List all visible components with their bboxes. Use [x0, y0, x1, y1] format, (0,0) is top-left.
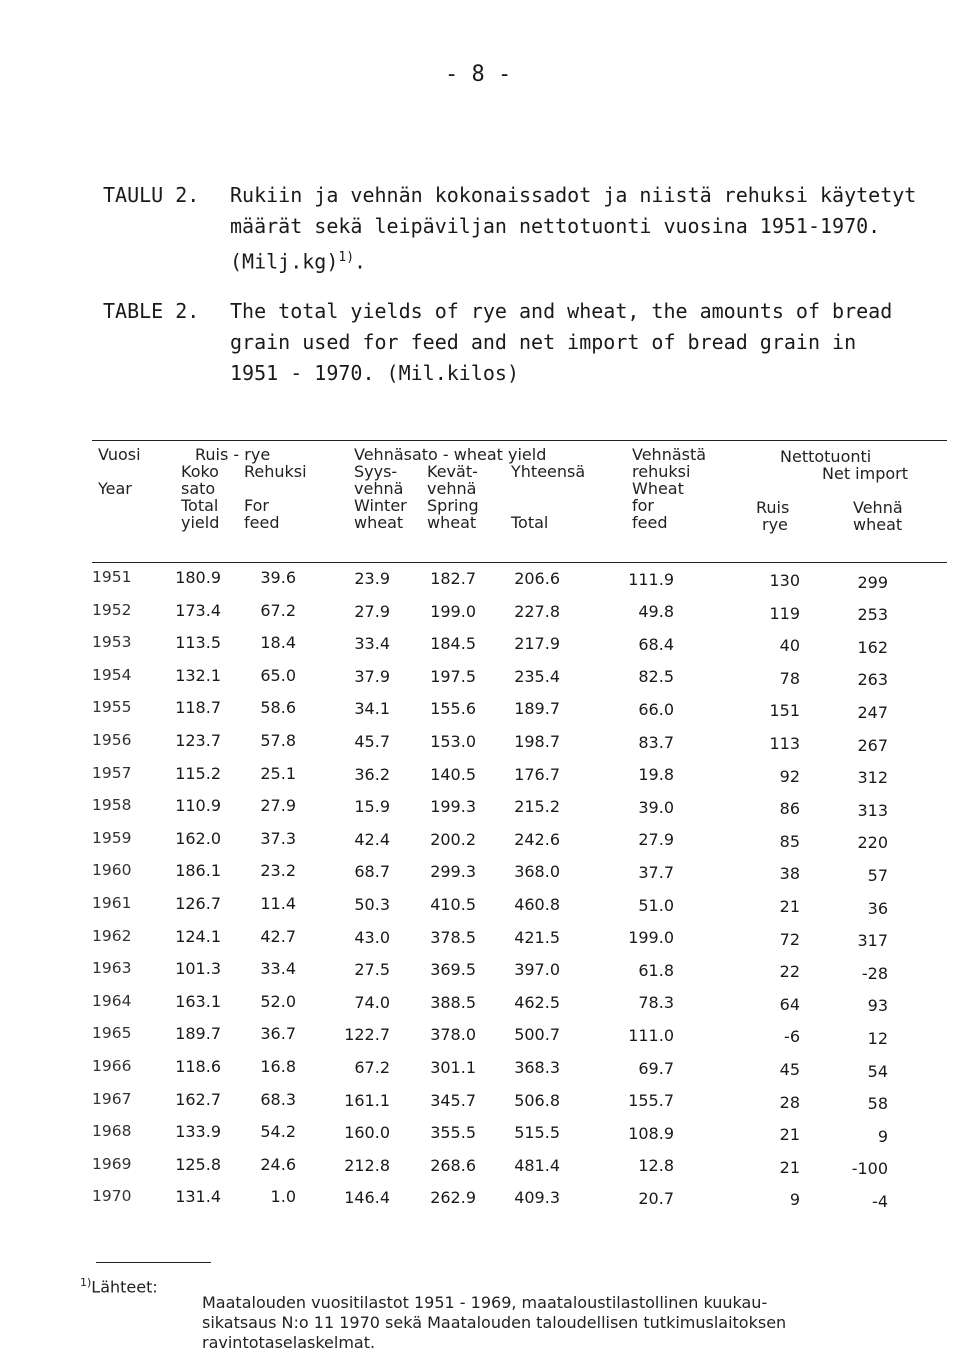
- winter-wheat-cell: 146.4: [344, 1188, 390, 1208]
- rye-feed-cell: 11.4: [260, 894, 296, 913]
- year-cell: 1955: [92, 698, 132, 717]
- import-wheat-cell: 313: [857, 800, 888, 820]
- wheat-total-cell: 462.5: [514, 992, 560, 1012]
- import-wheat-cell: -4: [872, 1191, 888, 1211]
- import-wheat-cell: 57: [867, 865, 888, 885]
- header-year: Vuosi Year: [98, 445, 141, 498]
- import-rye-cell: -6: [784, 1027, 800, 1047]
- year-cell: 1956: [92, 731, 132, 749]
- spring-wheat-cell: 197.5: [430, 666, 476, 686]
- import-rye-cell: 21: [779, 897, 800, 916]
- wheat-feed-cell: 69.7: [638, 1058, 674, 1078]
- rye-feed-cell: 68.3: [260, 1089, 296, 1109]
- rye-total-cell: 124.1: [175, 926, 221, 946]
- header-import-rye: Ruis rye: [756, 498, 790, 534]
- wheat-total-cell: 481.4: [514, 1155, 560, 1175]
- import-wheat-cell: 317: [857, 931, 888, 951]
- import-rye-cell: 9: [789, 1190, 800, 1210]
- rye-total-cell: 163.1: [175, 991, 221, 1011]
- spring-wheat-cell: 378.5: [430, 927, 476, 947]
- rye-feed-cell: 24.6: [260, 1154, 296, 1174]
- winter-wheat-cell: 43.0: [354, 927, 390, 947]
- import-wheat-cell: 93: [867, 996, 888, 1016]
- rye-total-cell: 123.7: [175, 731, 221, 750]
- header-winter-wheat: Syys- vehnä Winter wheat: [354, 462, 407, 532]
- header-rye-group: Ruis - rye: [195, 445, 271, 464]
- caption-en-line1: The total yields of rye and wheat, the amounts of bread: [230, 299, 893, 323]
- import-rye-cell: 22: [779, 962, 800, 982]
- spring-wheat-cell: 388.5: [430, 992, 476, 1012]
- import-wheat-cell: 162: [857, 637, 888, 657]
- footnote-line1: Maatalouden vuositilastot 1951 - 1969, maataloustilastollinen kuukau-: [202, 1293, 768, 1312]
- wheat-total-cell: 242.6: [514, 829, 560, 849]
- year-cell: 1957: [92, 763, 132, 782]
- wheat-feed-cell: 51.0: [638, 895, 674, 915]
- wheat-feed-cell: 83.7: [638, 732, 674, 752]
- winter-wheat-cell: 34.1: [354, 699, 390, 719]
- winter-wheat-cell: 122.7: [344, 1025, 390, 1045]
- rye-feed-cell: 33.4: [260, 959, 296, 979]
- winter-wheat-cell: 212.8: [344, 1155, 390, 1175]
- winter-wheat-cell: 74.0: [354, 992, 390, 1012]
- import-wheat-cell: 12: [867, 1028, 888, 1048]
- import-rye-cell: 28: [779, 1092, 800, 1112]
- rye-feed-cell: 54.2: [260, 1122, 296, 1142]
- footnote-rule: [96, 1262, 211, 1263]
- wheat-total-cell: 368.0: [514, 862, 560, 882]
- import-rye-cell: 86: [779, 799, 800, 819]
- import-wheat-cell: 312: [857, 768, 888, 788]
- rye-feed-cell: 58.6: [260, 698, 296, 718]
- winter-wheat-cell: 36.2: [354, 764, 390, 784]
- header-wheat-group: Vehnäsato - wheat yield: [354, 445, 547, 464]
- wheat-feed-cell: 39.0: [638, 797, 674, 817]
- rye-feed-cell: 25.1: [260, 763, 296, 783]
- import-rye-cell: 85: [779, 831, 800, 851]
- spring-wheat-cell: 153.0: [430, 732, 476, 751]
- wheat-total-cell: 217.9: [514, 634, 560, 654]
- year-cell: 1961: [92, 894, 132, 912]
- wheat-feed-cell: 82.5: [638, 667, 674, 687]
- spring-wheat-cell: 299.3: [430, 862, 476, 882]
- year-cell: 1959: [92, 828, 132, 847]
- rye-total-cell: 173.4: [175, 600, 221, 620]
- rye-feed-cell: 37.3: [260, 828, 296, 848]
- table-label-fi: TAULU 2.: [103, 183, 200, 207]
- year-cell: 1965: [92, 1024, 132, 1043]
- import-rye-cell: 119: [769, 603, 800, 623]
- year-cell: 1966: [92, 1057, 132, 1075]
- rye-total-cell: 115.2: [175, 763, 221, 783]
- winter-wheat-cell: 15.9: [354, 797, 390, 817]
- wheat-feed-cell: 19.8: [638, 765, 674, 785]
- rye-feed-cell: 36.7: [260, 1024, 296, 1044]
- footnote-label: $^{1)}$Lähteet:: [80, 1276, 158, 1297]
- spring-wheat-cell: 410.5: [430, 895, 476, 914]
- wheat-feed-cell: 78.3: [638, 993, 674, 1013]
- rye-total-cell: 126.7: [175, 894, 221, 913]
- wheat-feed-cell: 108.9: [628, 1123, 674, 1143]
- winter-wheat-cell: 68.7: [354, 862, 390, 882]
- table-label-en: TABLE 2.: [103, 299, 200, 323]
- year-cell: 1954: [92, 665, 132, 684]
- wheat-total-cell: 235.4: [514, 666, 560, 686]
- spring-wheat-cell: 182.7: [430, 569, 476, 588]
- year-cell: 1960: [92, 861, 132, 880]
- import-rye-cell: 21: [779, 1157, 800, 1177]
- import-rye-cell: 21: [779, 1125, 800, 1145]
- import-wheat-cell: 9: [877, 1126, 888, 1146]
- spring-wheat-cell: 199.0: [430, 601, 476, 621]
- year-cell: 1951: [92, 568, 132, 586]
- rye-total-cell: 118.6: [175, 1057, 221, 1076]
- import-rye-cell: 38: [779, 864, 800, 884]
- wheat-feed-cell: 68.4: [638, 634, 674, 654]
- rye-total-cell: 113.5: [175, 633, 221, 653]
- winter-wheat-cell: 160.0: [344, 1123, 390, 1143]
- rye-total-cell: 162.0: [175, 828, 221, 848]
- header-net-import: Nettotuonti Net import: [780, 447, 908, 483]
- winter-wheat-cell: 33.4: [354, 634, 390, 654]
- caption-fi-line2: määrät sekä leipäviljan nettotuonti vuosina 1951-1970.: [230, 214, 881, 238]
- spring-wheat-cell: 200.2: [430, 829, 476, 849]
- year-cell: 1952: [92, 600, 132, 619]
- rye-total-cell: 132.1: [175, 665, 221, 685]
- winter-wheat-cell: 67.2: [354, 1058, 390, 1077]
- year-cell: 1958: [92, 796, 132, 815]
- footnote-line2: sikatsaus N:o 11 1970 sekä Maatalouden taloudellisen tutkimuslaitoksen: [202, 1313, 787, 1332]
- wheat-feed-cell: 66.0: [638, 699, 674, 719]
- winter-wheat-cell: 27.5: [354, 960, 390, 980]
- header-spring-wheat: Kevät- vehnä Spring wheat: [427, 462, 479, 532]
- rye-total-cell: 125.8: [175, 1154, 221, 1174]
- import-wheat-cell: 54: [867, 1061, 888, 1081]
- wheat-total-cell: 506.8: [514, 1090, 560, 1110]
- winter-wheat-cell: 45.7: [354, 732, 390, 751]
- rye-feed-cell: 67.2: [260, 600, 296, 620]
- header-wheat-total: Yhteensä Total: [511, 462, 586, 532]
- spring-wheat-cell: 369.5: [430, 960, 476, 980]
- import-wheat-cell: 36: [867, 898, 888, 918]
- wheat-total-cell: 500.7: [514, 1025, 560, 1045]
- import-wheat-cell: 247: [857, 702, 888, 722]
- footnote-line3: ravintotaselaskelmat.: [202, 1333, 376, 1352]
- wheat-total-cell: 409.3: [514, 1188, 560, 1208]
- header-rye-total: Koko sato Total yield: [181, 462, 220, 532]
- rye-total-cell: 118.7: [175, 698, 221, 718]
- spring-wheat-cell: 268.6: [430, 1155, 476, 1175]
- wheat-total-cell: 515.5: [514, 1123, 560, 1143]
- wheat-total-cell: 215.2: [514, 797, 560, 817]
- table-header-rule: [92, 562, 947, 563]
- winter-wheat-cell: 23.9: [354, 569, 390, 588]
- spring-wheat-cell: 345.7: [430, 1090, 476, 1110]
- wheat-total-cell: 206.6: [514, 569, 560, 588]
- caption-en-line2: grain used for feed and net import of bread grain in: [230, 330, 857, 354]
- spring-wheat-cell: 184.5: [430, 634, 476, 654]
- import-wheat-cell: -100: [851, 1159, 888, 1179]
- rye-total-cell: 186.1: [175, 861, 221, 881]
- winter-wheat-cell: 37.9: [354, 666, 390, 686]
- import-wheat-cell: 263: [857, 670, 888, 690]
- wheat-feed-cell: 27.9: [638, 830, 674, 850]
- import-rye-cell: 78: [779, 668, 800, 688]
- wheat-feed-cell: 12.8: [638, 1156, 674, 1176]
- import-wheat-cell: 299: [857, 572, 888, 592]
- rye-total-cell: 110.9: [175, 796, 221, 816]
- import-wheat-cell: 58: [867, 1094, 888, 1114]
- wheat-total-cell: 421.5: [514, 927, 560, 947]
- rye-feed-cell: 23.2: [260, 861, 296, 881]
- import-rye-cell: 151: [769, 701, 800, 721]
- year-cell: 1968: [92, 1122, 132, 1141]
- wheat-feed-cell: 199.0: [628, 928, 674, 948]
- rye-feed-cell: 57.8: [260, 731, 296, 750]
- import-rye-cell: 40: [779, 636, 800, 656]
- rye-feed-cell: 65.0: [260, 665, 296, 685]
- wheat-total-cell: 176.7: [514, 764, 560, 784]
- rye-total-cell: 133.9: [175, 1122, 221, 1142]
- import-rye-cell: 113: [769, 734, 800, 753]
- caption-en-line3: 1951 - 1970. (Mil.kilos): [230, 361, 519, 385]
- spring-wheat-cell: 155.6: [430, 699, 476, 719]
- year-cell: 1953: [92, 633, 132, 652]
- rye-feed-cell: 39.6: [260, 568, 296, 587]
- wheat-total-cell: 189.7: [514, 699, 560, 719]
- rye-feed-cell: 42.7: [260, 926, 296, 946]
- year-cell: 1964: [92, 991, 132, 1010]
- import-rye-cell: 45: [779, 1060, 800, 1079]
- rye-feed-cell: 16.8: [260, 1057, 296, 1076]
- wheat-total-cell: 397.0: [514, 960, 560, 980]
- wheat-total-cell: 198.7: [514, 732, 560, 751]
- rye-total-cell: 131.4: [175, 1187, 221, 1207]
- winter-wheat-cell: 50.3: [354, 895, 390, 914]
- wheat-feed-cell: 61.8: [638, 960, 674, 980]
- spring-wheat-cell: 355.5: [430, 1123, 476, 1143]
- import-rye-cell: 72: [779, 929, 800, 949]
- caption-fi-line3: (Milj.kg)$^{1)}$.: [230, 249, 367, 274]
- year-cell: 1963: [92, 959, 132, 978]
- wheat-total-cell: 368.3: [514, 1058, 560, 1077]
- import-wheat-cell: 267: [857, 735, 888, 755]
- import-wheat-cell: 253: [857, 605, 888, 625]
- page-number: - 8 -: [445, 62, 512, 87]
- header-rye-feed: Rehuksi For feed: [244, 462, 307, 532]
- wheat-feed-cell: 37.7: [638, 862, 674, 882]
- wheat-feed-cell: 111.0: [628, 1025, 674, 1045]
- winter-wheat-cell: 42.4: [354, 829, 390, 849]
- rye-feed-cell: 1.0: [270, 1187, 296, 1207]
- year-cell: 1970: [92, 1187, 132, 1206]
- table-top-rule: [92, 440, 947, 441]
- rye-total-cell: 180.9: [175, 568, 221, 587]
- import-rye-cell: 130: [769, 571, 800, 590]
- winter-wheat-cell: 27.9: [354, 601, 390, 621]
- year-cell: 1969: [92, 1154, 132, 1173]
- header-import-wheat: Vehnä wheat: [853, 498, 903, 534]
- spring-wheat-cell: 262.9: [430, 1188, 476, 1208]
- rye-total-cell: 189.7: [175, 1024, 221, 1044]
- wheat-total-cell: 227.8: [514, 601, 560, 621]
- import-rye-cell: 64: [779, 994, 800, 1014]
- caption-fi-line1: Rukiin ja vehnän kokonaissadot ja niistä rehuksi käytetyt: [230, 183, 917, 207]
- wheat-feed-cell: 155.7: [628, 1091, 674, 1111]
- rye-feed-cell: 52.0: [260, 991, 296, 1011]
- spring-wheat-cell: 199.3: [430, 797, 476, 817]
- import-wheat-cell: -28: [861, 963, 888, 983]
- wheat-feed-cell: 20.7: [638, 1188, 674, 1208]
- winter-wheat-cell: 161.1: [344, 1090, 390, 1110]
- rye-feed-cell: 18.4: [260, 633, 296, 653]
- spring-wheat-cell: 140.5: [430, 764, 476, 784]
- import-wheat-cell: 220: [857, 833, 888, 853]
- year-cell: 1967: [92, 1089, 132, 1108]
- spring-wheat-cell: 301.1: [430, 1058, 476, 1077]
- rye-total-cell: 101.3: [175, 959, 221, 979]
- wheat-total-cell: 460.8: [514, 895, 560, 914]
- rye-total-cell: 162.7: [175, 1089, 221, 1109]
- header-wheat-feed: Vehnästä rehuksi Wheat for feed: [632, 445, 707, 532]
- rye-feed-cell: 27.9: [260, 796, 296, 816]
- year-cell: 1962: [92, 926, 132, 945]
- wheat-feed-cell: 111.9: [628, 569, 674, 589]
- wheat-feed-cell: 49.8: [638, 602, 674, 622]
- spring-wheat-cell: 378.0: [430, 1025, 476, 1045]
- import-rye-cell: 92: [779, 766, 800, 786]
